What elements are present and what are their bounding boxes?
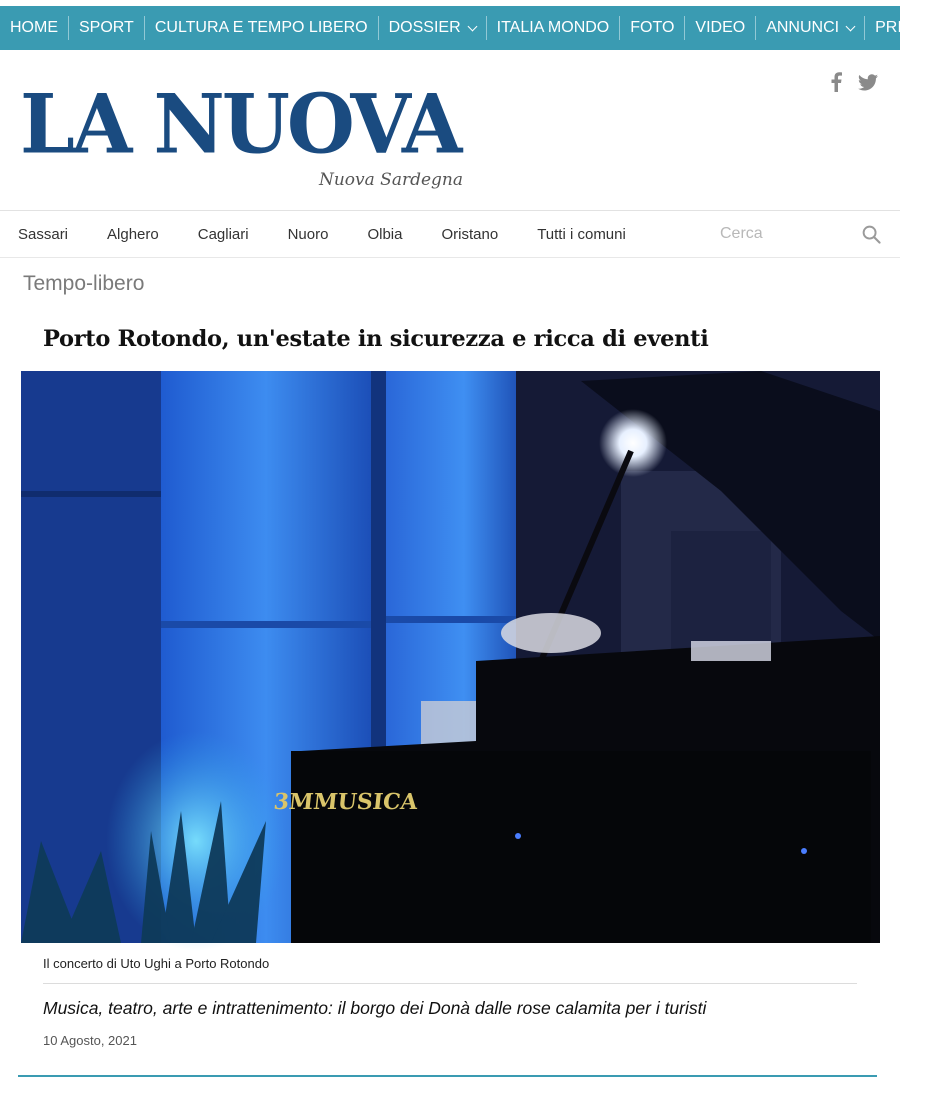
- piano-brand-text: 3MMUSICA: [272, 789, 419, 815]
- twitter-icon[interactable]: [858, 74, 878, 91]
- nav-label: DOSSIER: [388, 19, 461, 36]
- city-alghero[interactable]: Alghero: [107, 225, 159, 243]
- search-icon[interactable]: [862, 225, 881, 249]
- article-subtitle: Musica, teatro, arte e intrattenimento: il borgo dei Donà dalle rose calamita per i turisti: [43, 998, 707, 1018]
- logo-wordmark: LA NUOVA: [20, 76, 460, 173]
- logo-subtitle: Nuova Sardegna: [318, 170, 463, 190]
- citynav-divider: [0, 257, 900, 258]
- nav-item-annunci[interactable]: [756, 16, 865, 40]
- nav-label: HOME: [10, 19, 58, 36]
- nav-item-italia-mondo[interactable]: [487, 16, 621, 40]
- city-sassari[interactable]: Sassari: [18, 225, 69, 243]
- article-date: 10 Agosto, 2021: [43, 1033, 137, 1048]
- site-header: [0, 50, 900, 210]
- city-list: [18, 211, 665, 257]
- bottom-divider: [18, 1075, 877, 1077]
- nav-item-video[interactable]: [685, 16, 756, 40]
- search-input[interactable]: [720, 219, 840, 249]
- caption-divider: [43, 983, 857, 984]
- nav-label: FOTO: [630, 19, 675, 36]
- nav-label: ITALIA MONDO: [496, 19, 610, 36]
- nav-label: PRIMA: [875, 19, 926, 36]
- chevron-down-icon: [467, 21, 477, 31]
- facebook-icon[interactable]: [830, 72, 842, 92]
- social-links: [830, 72, 878, 92]
- image-caption: Il concerto di Uto Ughi a Porto Rotondo: [43, 956, 270, 971]
- nav-item-cultura[interactable]: [145, 16, 379, 40]
- nav-item-home[interactable]: [0, 16, 69, 40]
- nav-item-sport[interactable]: [69, 16, 145, 40]
- city-cagliari[interactable]: Cagliari: [197, 225, 249, 243]
- chevron-down-icon: [846, 21, 856, 31]
- nav-item-foto[interactable]: [620, 16, 685, 40]
- article-title: Porto Rotondo, un'estate in sicurezza e ricca di eventi: [43, 326, 709, 352]
- nav-label: CULTURA E TEMPO LIBERO: [154, 19, 368, 36]
- section-label[interactable]: Tempo-libero: [23, 272, 145, 295]
- nav-item-dossier[interactable]: [379, 16, 487, 40]
- city-oristano[interactable]: Oristano: [441, 225, 499, 243]
- nav-item-prima[interactable]: [865, 16, 936, 40]
- nav-label: VIDEO: [695, 19, 746, 36]
- article-image[interactable]: [21, 371, 880, 943]
- nav-label: SPORT: [79, 19, 134, 36]
- city-nuoro[interactable]: Nuoro: [287, 225, 329, 243]
- city-olbia[interactable]: Olbia: [367, 225, 403, 243]
- city-navigation: [0, 211, 900, 257]
- search-box: [720, 219, 885, 251]
- nav-label: ANNUNCI: [766, 19, 840, 36]
- top-navigation: [0, 6, 926, 50]
- city-tutti-i-comuni[interactable]: Tutti i comuni: [537, 225, 626, 243]
- site-logo[interactable]: [20, 76, 465, 195]
